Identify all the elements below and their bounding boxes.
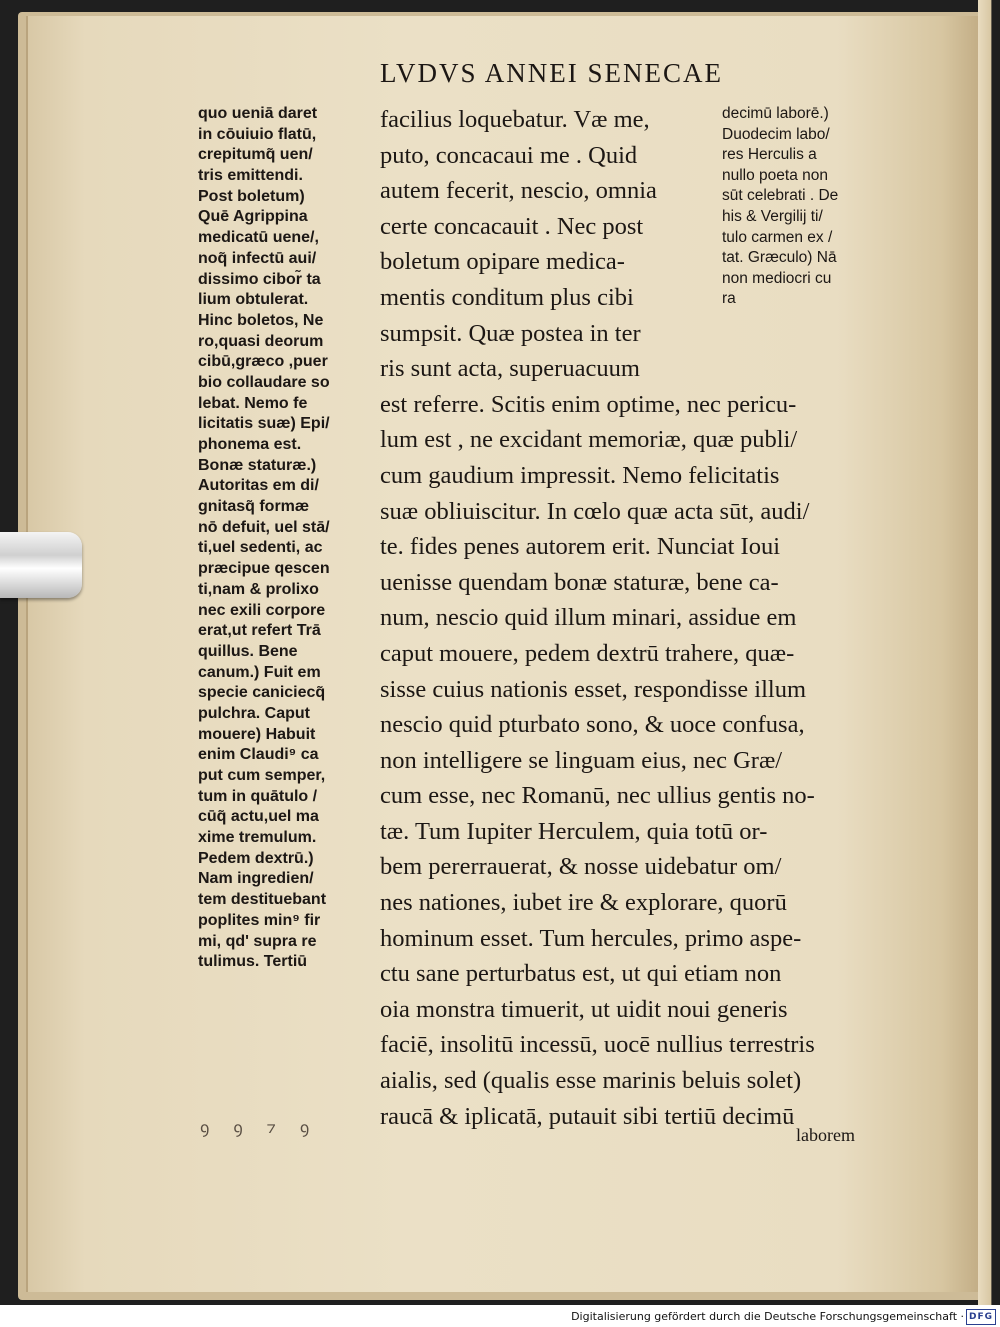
text-line: cūq̃ actu,uel ma [198,808,319,826]
funding-notice: Digitalisierung gefördert durch die Deutsche Forschungsgemeinschaft · [571,1310,964,1323]
text-line: num, nescio quid illum minari, assidue em [380,604,797,632]
text-line: quo ueniā daret [198,105,318,122]
text-line: boletum opipare medica- [380,248,625,276]
text-line: tum in quātulo / [198,787,318,805]
text-line: put cum semper, [198,767,326,784]
running-head: LVDVS ANNEI SENECAE [380,58,724,88]
text-line: phonema est. [198,436,302,453]
text-line: ti,uel sedenti, ac [198,539,323,557]
right-commentary-column [722,104,890,310]
text-line: pulchra. Caput [198,704,311,722]
text-line: Bonæ staturæ.) [198,456,317,474]
text-line: res Herculis a [722,146,817,164]
text-line: Nam ingredien/ [198,870,314,888]
text-line: tulo carmen ex / [722,228,833,246]
text-line: licitatis suæ) Epi/ [198,415,330,433]
text-line: suæ obliuiscitur. In cœlo quæ acta sūt, audi/ [380,497,810,525]
footer-bar [0,1305,1000,1327]
text-line: ti,nam & prolixo [198,580,319,598]
next-page-edge [978,0,1000,1305]
text-line: caput mouere, pedem dextrū trahere, quæ- [380,639,795,667]
text-line: nō defuit, uel stā/ [198,518,330,536]
text-line: tem destituebant [198,891,327,909]
text-line: certe concacauit . Nec post [380,212,644,240]
text-line: noq̃ infectū aui/ [198,249,317,267]
text-line: sumpsit. Quæ postea in ter [380,319,641,347]
text-line: oia monstra timuerit, ut uidit noui generis [380,995,788,1023]
text-line: Hinc boletos, Ne [198,311,324,329]
text-line: Autoritas em di/ [198,477,319,495]
text-line: canum.) Fuit em [198,663,321,681]
text-line: bio collaudare so [198,373,330,391]
text-line: mouere) Habuit [198,725,316,743]
text-line: specie caniciecq̃ [198,684,326,702]
text-line: non mediocri cu [722,269,832,287]
text-line: puto, concacaui me . Quid [380,141,638,169]
text-line: est referre. Scitis enim optime, nec pericu- [380,390,797,418]
text-line: uenisse quendam bonæ staturæ, bene ca- [380,568,779,596]
text-line: lium obtulerat. [198,291,309,309]
text-line: quillus. Bene [198,642,298,660]
text-line: præcipue qescen [198,560,330,578]
text-line: cum gaudium impressit. Nemo felicitatis [380,461,780,489]
text-line: tat. Græculo) Nā [722,249,837,267]
bottom-marks: ꝯ ꝯ ⁊ ꝯ [200,1120,320,1137]
text-line: hominum esset. Tum hercules, primo aspe- [380,924,802,952]
text-line: tulimus. Tertiū [198,953,308,971]
text-line: sūt celebrati . De [722,187,839,205]
text-line: tris emittendi. [198,167,303,185]
text-line: faciē, insolitū incessū, uocē nullius terrestris [380,1031,815,1059]
page-clip [0,532,82,598]
text-line: medicatū uene/, [198,229,319,247]
left-commentary-column [198,104,370,973]
dfg-logo: DFG [966,1309,996,1325]
catchword: laborem [796,1125,855,1145]
text-line: cum esse, nec Romanū, nec ullius gentis no- [380,782,815,810]
text-line: ctu sane perturbatus est, ut qui etiam non [380,960,782,988]
text-line: nes nationes, iubet ire & explorare, quorū [380,889,787,917]
text-line: Quē Agrippina [198,208,308,226]
text-line: bem pererrauerat, & nosse uidebatur om/ [380,853,782,881]
text-line: nullo poeta non [722,166,829,184]
text-line: facilius loquebatur. Væ me, [380,106,650,133]
text-line: cibū,græco ,puer [198,353,328,371]
text-line: crepitumq̃ uen/ [198,146,313,164]
text-line: decimū laborē.) [722,105,829,122]
text-line: mentis conditum plus cibi [380,283,634,311]
text-line: tæ. Tum Iupiter Herculem, quia totū or- [380,817,768,845]
text-line: Pedem dextrū.) [198,849,314,867]
text-line: in cōuiuio flatū, [198,125,317,143]
text-line: sisse cuius nationis esset, respondisse illum [380,675,806,703]
text-line: erat,ut refert Trā [198,622,321,640]
text-line: nec exili corpore [198,601,326,619]
text-line: ra [722,290,736,308]
text-line: raucā & iplicatā, putauit sibi tertiū decimū [380,1102,795,1130]
text-line: aialis, sed (qualis esse marinis beluis solet) [380,1067,802,1095]
text-line: non intelligere se linguam eius, nec Græ/ [380,746,783,774]
text-line: xime tremulum. [198,829,317,847]
text-line: lum est , ne excidant memoriæ, quæ publi/ [380,426,798,454]
text-line: lebat. Nemo fe [198,394,308,412]
text-line: Post boletum) [198,187,305,205]
text-line: Duodecim labo/ [722,125,830,143]
text-line: his & Vergilij ti/ [722,207,823,225]
text-line: nescio quid pturbato sono, & uoce confusa, [380,711,805,739]
text-line: ris sunt acta, superuacuum [380,355,640,383]
text-line: autem fecerit, nescio, omnia [380,177,657,205]
text-line: enim Claudi⁹ ca [198,746,319,764]
text-line: ro,quasi deorum [198,332,324,350]
text-line: gnitasq̃ formæ [198,498,310,516]
text-line: poplites min⁹ fir [198,911,321,929]
text-line: mi, qd' supra re [198,932,317,950]
text-line: dissimo cibor̃ ta [198,270,321,288]
text-line: te. fides penes autorem erit. Nunciat Ioui [380,533,781,561]
